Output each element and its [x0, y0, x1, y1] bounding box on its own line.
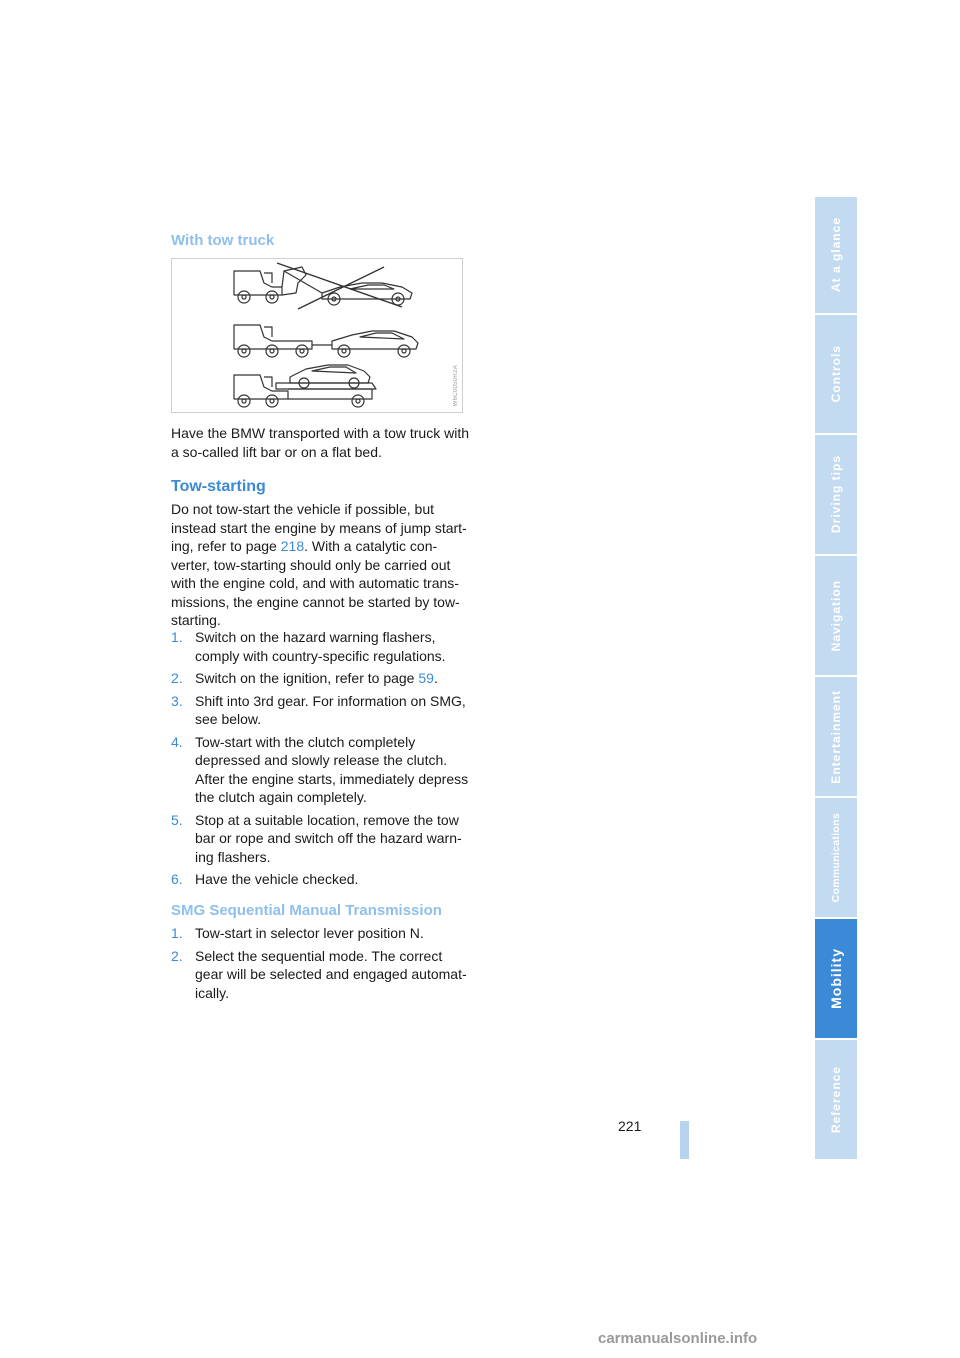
tab-driving-tips[interactable]	[815, 435, 857, 554]
tow-starting-intro	[171, 500, 471, 630]
tow-starting-steps	[171, 628, 471, 889]
intro-text-a: Do not tow-start the vehicle if possible, but instead start the engine by means of jump start-ing, refer to page	[171, 501, 467, 554]
tab-label: Entertainment	[829, 689, 843, 784]
tab-controls[interactable]	[815, 315, 857, 433]
watermark: carmanualsonline.info	[598, 1330, 758, 1347]
list-item	[171, 947, 471, 1003]
figure-code: W6C0050R2A	[453, 364, 459, 406]
tab-mobility[interactable]	[815, 919, 857, 1038]
list-item	[171, 733, 471, 807]
step-number: 3.	[171, 692, 183, 709]
section-heading-smg: SMG Sequential Manual Transmission	[171, 902, 442, 919]
tab-label: At a glance	[829, 217, 843, 293]
smg-steps	[171, 924, 471, 1002]
list-item	[171, 692, 471, 729]
tab-label: Reference	[829, 1065, 843, 1134]
step-number: 2.	[171, 670, 183, 686]
step-text: Have the vehicle checked.	[195, 871, 359, 887]
step-number: 1.	[171, 629, 183, 645]
step-text: Shift into 3rd gear. For information on SMG, see below.	[195, 692, 466, 727]
tab-label: Navigation	[829, 579, 843, 652]
step-text: Tow-start with the clutch completely depressed and slowly release the clutch. After the engine starts, immediately depress the clutch again completely.	[195, 733, 469, 805]
tab-navigation[interactable]	[815, 556, 857, 675]
page-ref-link-218[interactable]: 218	[280, 538, 305, 554]
tab-communications[interactable]	[815, 798, 857, 917]
list-item	[171, 811, 471, 867]
tab-label: Controls	[829, 345, 843, 403]
section-heading-tow-truck: With tow truck	[171, 232, 275, 249]
step-text: Tow-start in selector lever position N.	[195, 925, 424, 941]
intro-text-b: . With a catalytic con-verter, tow-starting should only be carried out with the engine cold, and with automatic trans-missions, the engine cannot be started by tow-starting.	[171, 538, 460, 628]
tab-reference[interactable]	[815, 1040, 857, 1159]
step-number: 6.	[171, 871, 183, 887]
step-text: Switch on the ignition, refer to page	[195, 670, 415, 686]
tab-entertainment[interactable]	[815, 677, 857, 796]
page-ref-link-59[interactable]: 59	[418, 670, 434, 686]
list-item	[171, 628, 471, 665]
step-number: 5.	[171, 811, 183, 828]
tab-label: Driving tips	[829, 455, 843, 534]
tow-truck-paragraph: Have the BMW transported with a tow truck with a so-called lift bar or on a flat bed.	[171, 425, 469, 460]
step-text: Switch on the hazard warning flashers, comply with country-specific regulations.	[195, 629, 446, 664]
tow-truck-illustration	[172, 259, 462, 412]
step-text: Stop at a suitable location, remove the tow bar or rope and switch off the hazard warn-ing flashers.	[195, 811, 462, 865]
step-number: 1.	[171, 925, 183, 941]
step-number: 4.	[171, 733, 183, 750]
step-text-end: .	[433, 670, 438, 686]
step-number: 2.	[171, 947, 183, 964]
tow-truck-figure	[171, 258, 463, 413]
tab-at-a-glance[interactable]	[815, 197, 857, 313]
tab-label: Mobility	[828, 948, 844, 1009]
chapter-sidebar	[815, 197, 857, 1159]
list-item	[171, 924, 471, 943]
tab-label: Communications	[830, 812, 842, 903]
list-item	[171, 669, 471, 688]
section-heading-tow-starting: Tow-starting	[171, 478, 266, 495]
list-item	[171, 870, 471, 889]
page-thumb-marker	[680, 1121, 689, 1159]
page-number: 221	[618, 1118, 642, 1134]
step-text: Select the sequential mode. The correct gear will be selected and engaged automat-ically.	[195, 947, 467, 1001]
